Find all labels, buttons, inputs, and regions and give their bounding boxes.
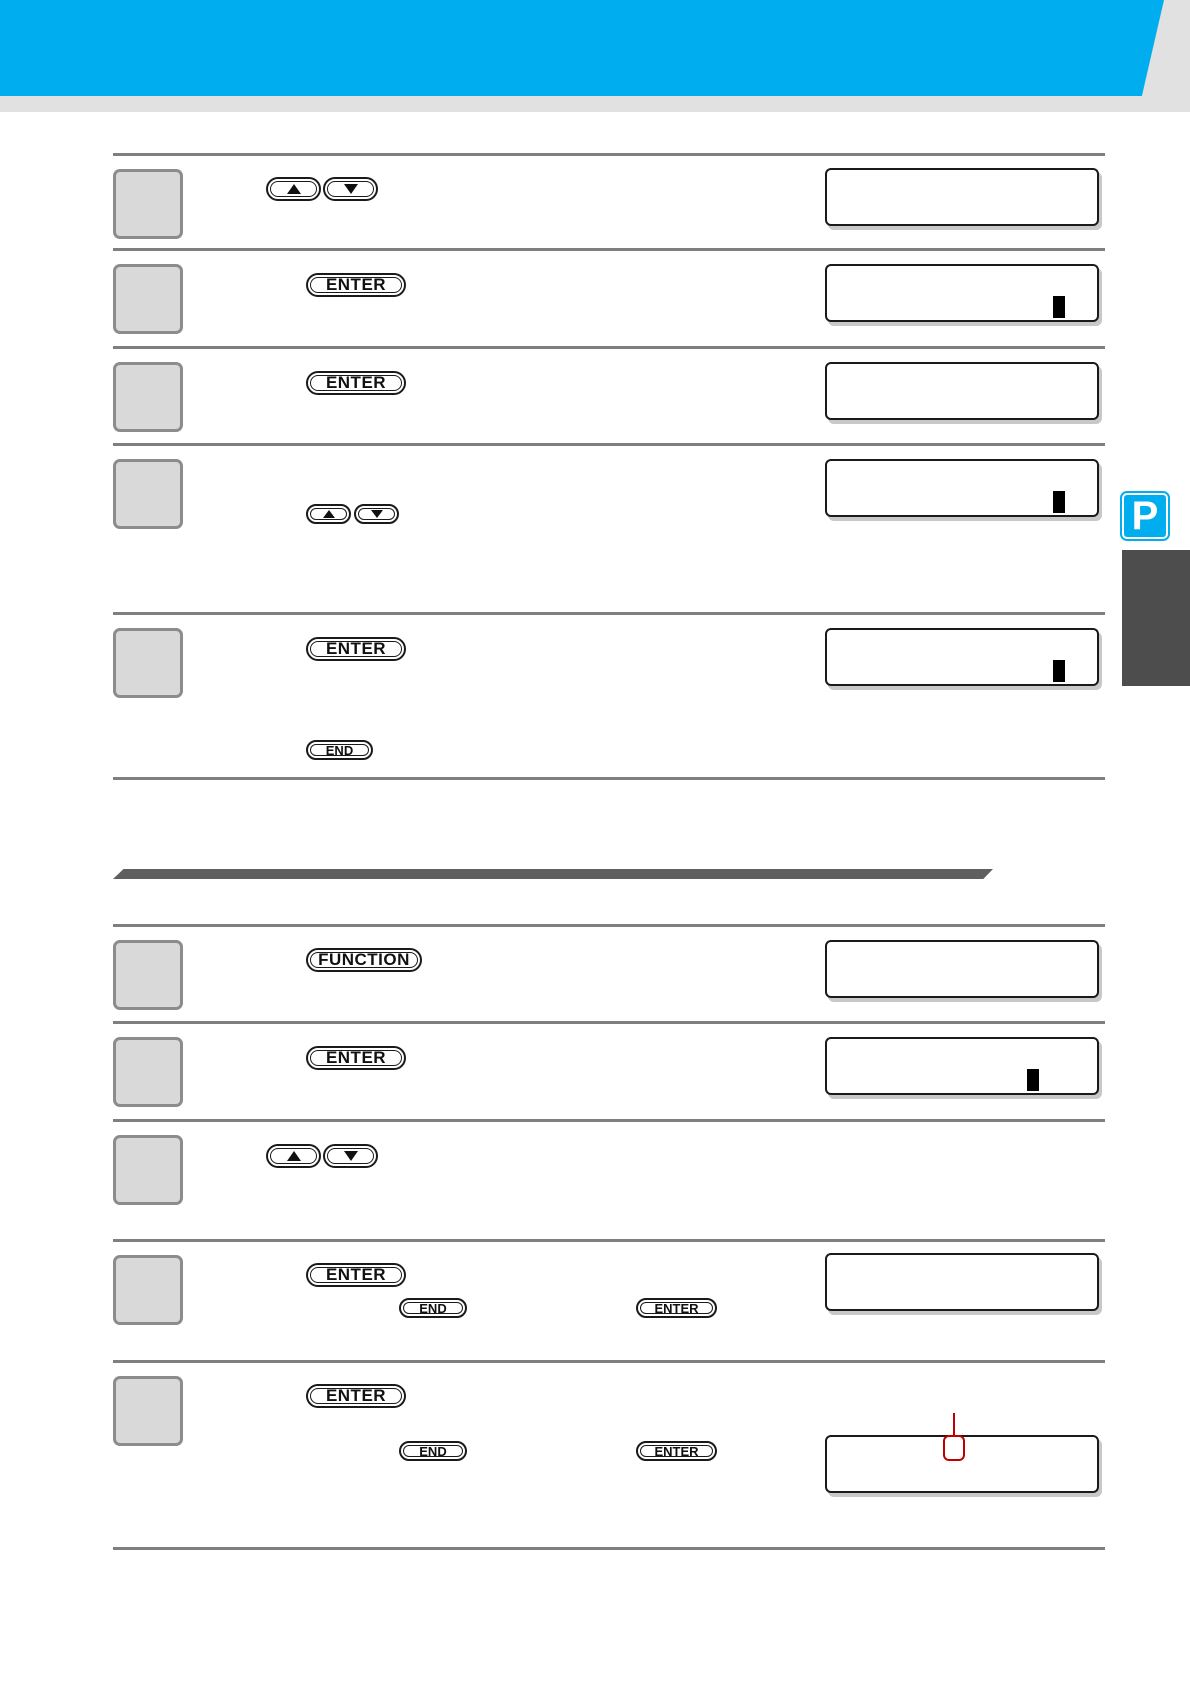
step-divider <box>113 153 1105 156</box>
lcd-display <box>825 362 1099 420</box>
down-key[interactable] <box>323 1144 378 1168</box>
step-divider <box>113 1119 1105 1122</box>
highlight-callout-box <box>943 1435 965 1461</box>
up-key[interactable] <box>266 177 321 201</box>
down-arrow-key-icon <box>344 184 358 194</box>
up-key[interactable] <box>306 504 351 524</box>
up-arrow-key-icon <box>287 1151 301 1161</box>
lcd-display <box>825 459 1099 517</box>
step-divider <box>113 612 1105 615</box>
down-key[interactable] <box>323 177 378 201</box>
step-number-box <box>113 362 183 432</box>
end-key[interactable]: END <box>399 1298 467 1318</box>
step-divider <box>113 1547 1105 1550</box>
up-key[interactable] <box>266 1144 321 1168</box>
step-divider <box>113 248 1105 251</box>
chapter-p-badge[interactable]: P <box>1122 493 1168 539</box>
enter-key[interactable]: ENTER <box>636 1298 717 1318</box>
enter-key[interactable]: ENTER <box>306 637 406 661</box>
lcd-cursor <box>1053 296 1065 318</box>
lcd-display <box>825 940 1099 998</box>
step-number-box <box>113 628 183 698</box>
step-divider <box>113 777 1105 780</box>
lcd-display <box>825 1037 1099 1095</box>
step-number-box <box>113 169 183 239</box>
enter-key[interactable]: ENTER <box>306 1263 406 1287</box>
end-key[interactable]: END <box>306 740 373 760</box>
lcd-display <box>825 1253 1099 1311</box>
step-number-box <box>113 459 183 529</box>
down-arrow-key-icon <box>371 510 383 518</box>
highlight-callout-line <box>953 1413 955 1435</box>
lcd-cursor <box>1027 1069 1039 1091</box>
end-key[interactable]: END <box>399 1441 467 1461</box>
step-divider <box>113 924 1105 927</box>
step-number-box <box>113 940 183 1010</box>
enter-key[interactable]: ENTER <box>636 1441 717 1461</box>
enter-key[interactable]: ENTER <box>306 1046 406 1070</box>
lcd-display <box>825 168 1099 226</box>
up-arrow-key-icon <box>323 510 335 518</box>
down-key[interactable] <box>354 504 399 524</box>
enter-key[interactable]: ENTER <box>306 273 406 297</box>
enter-key[interactable]: ENTER <box>306 371 406 395</box>
step-number-box <box>113 1135 183 1205</box>
lcd-cursor <box>1053 491 1065 513</box>
header-title-bar <box>0 0 1164 96</box>
step-number-box <box>113 1037 183 1107</box>
function-key[interactable]: FUNCTION <box>306 948 422 972</box>
section-heading-bar <box>113 869 993 879</box>
enter-key[interactable]: ENTER <box>306 1384 406 1408</box>
lcd-display <box>825 628 1099 686</box>
step-divider <box>113 443 1105 446</box>
step-divider <box>113 1360 1105 1363</box>
up-arrow-key-icon <box>287 184 301 194</box>
lcd-display <box>825 264 1099 322</box>
step-divider <box>113 346 1105 349</box>
step-number-box <box>113 1255 183 1325</box>
step-divider <box>113 1021 1105 1024</box>
down-arrow-key-icon <box>344 1151 358 1161</box>
step-number-box <box>113 264 183 334</box>
step-divider <box>113 1239 1105 1242</box>
step-number-box <box>113 1376 183 1446</box>
chapter-side-tab[interactable] <box>1122 550 1190 686</box>
lcd-cursor <box>1053 660 1065 682</box>
